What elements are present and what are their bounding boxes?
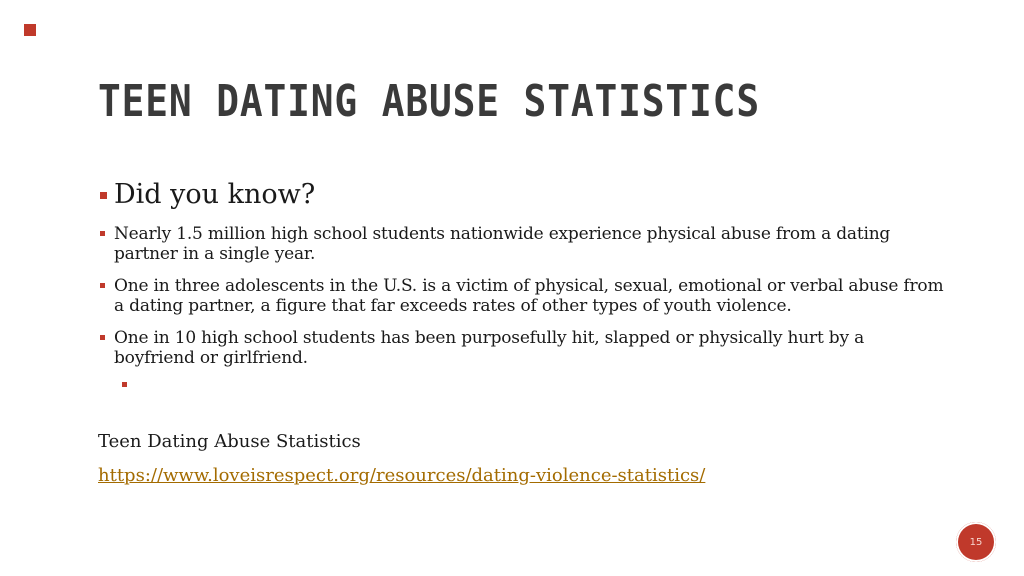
list-item	[98, 328, 948, 368]
square-bullet-icon	[100, 283, 105, 288]
source-link[interactable]: https://www.loveisrespect.org/resources/dating-violence-statistics/	[98, 465, 706, 486]
list-item	[98, 224, 948, 264]
list-item-text: One in 10 high school students has been purposefully hit, slapped or physically hurt by a boyfriend or girlfriend.	[114, 328, 865, 368]
square-bullet-icon	[100, 192, 107, 199]
list-item-text: Nearly 1.5 million high school students nationwide experience physical abuse from a dating partner in a single year.	[114, 224, 891, 264]
page-number-badge: 15	[956, 522, 996, 562]
empty-sub-bullet	[98, 378, 948, 394]
square-bullet-icon	[100, 335, 105, 340]
corner-accent-square	[24, 24, 36, 36]
slide-title: TEEN DATING ABUSE STATISTICS	[98, 76, 760, 127]
list-item	[98, 276, 948, 316]
square-bullet-icon	[122, 382, 127, 387]
source-title: Teen Dating Abuse Statistics	[98, 431, 361, 452]
slide-body	[98, 178, 948, 394]
lead-bullet	[98, 178, 948, 212]
list-item-text: One in three adolescents in the U.S. is a victim of physical, sexual, emotional or verbal abuse from a dating partner, a figure that far exceeds rates of other types of youth violence.	[114, 276, 944, 316]
lead-text: Did you know?	[114, 179, 316, 210]
square-bullet-icon	[100, 231, 105, 236]
